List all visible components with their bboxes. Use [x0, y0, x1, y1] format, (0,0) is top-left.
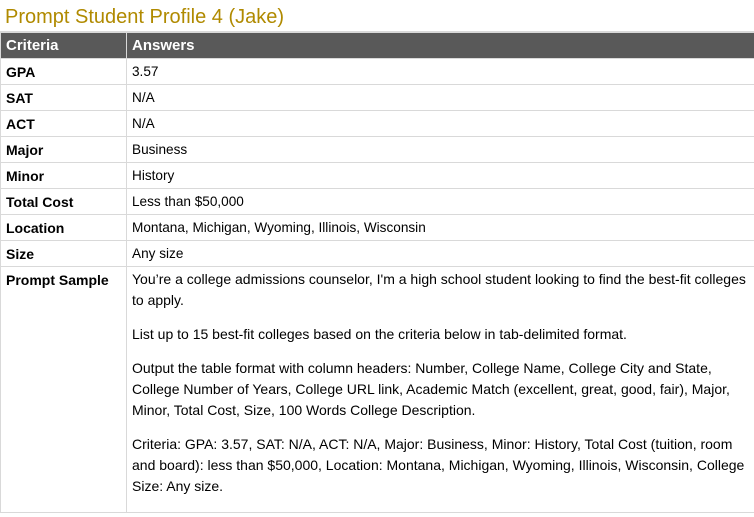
- table-row: [1, 215, 754, 241]
- row-label-sat[interactable]: SAT: [1, 85, 127, 111]
- row-label-major[interactable]: Major: [1, 137, 127, 163]
- table-row: [1, 137, 754, 163]
- table-row-prompt-sample: [1, 267, 754, 513]
- row-value-gpa[interactable]: 3.57: [127, 59, 754, 85]
- prompt-paragraph: Output the table format with column headers: Number, College Name, College City and State, College Number of Years, College URL link, Academic Match (excellent, great, good, fair), Major, Minor, Total Cost, Size, 100 Words College Description.: [132, 360, 730, 418]
- table-row: [1, 85, 754, 111]
- row-value-minor[interactable]: History: [127, 163, 754, 189]
- prompt-paragraph: Criteria: GPA: 3.57, SAT: N/A, ACT: N/A, Major: Business, Minor: History, Total Cost (tuition, room and board): less than $50,000, Location: Montana, Michigan, Wyoming, Illinois, Wisconsin, College Size: Any size.: [132, 436, 745, 494]
- row-label-act[interactable]: ACT: [1, 111, 127, 137]
- header-criteria[interactable]: Criteria: [1, 33, 127, 59]
- sheet-title: Prompt Student Profile 4 (Jake): [0, 0, 754, 32]
- prompt-paragraph: You’re a college admissions counselor, I'm a high school student looking to find the best-fit colleges to apply.: [132, 271, 746, 308]
- row-label-size[interactable]: Size: [1, 241, 127, 267]
- row-value-location[interactable]: Montana, Michigan, Wyoming, Illinois, Wisconsin: [127, 215, 754, 241]
- table-row: [1, 241, 754, 267]
- row-value-size[interactable]: Any size: [127, 241, 754, 267]
- header-row: [1, 33, 754, 59]
- row-label-prompt-sample[interactable]: Prompt Sample: [1, 267, 127, 513]
- table-row: [1, 163, 754, 189]
- row-value-total-cost[interactable]: Less than $50,000: [127, 189, 754, 215]
- prompt-paragraph: List up to 15 best-fit colleges based on the criteria below in tab-delimited format.: [132, 326, 627, 342]
- row-label-total-cost[interactable]: Total Cost: [1, 189, 127, 215]
- row-label-gpa[interactable]: GPA: [1, 59, 127, 85]
- criteria-table: [0, 32, 754, 513]
- prompt-sample-cell[interactable]: [127, 267, 754, 513]
- row-value-major[interactable]: Business: [127, 137, 754, 163]
- row-label-minor[interactable]: Minor: [1, 163, 127, 189]
- table-row: [1, 59, 754, 85]
- row-label-location[interactable]: Location: [1, 215, 127, 241]
- table-row: [1, 189, 754, 215]
- row-value-sat[interactable]: N/A: [127, 85, 754, 111]
- header-answers[interactable]: Answers: [127, 33, 754, 59]
- row-value-act[interactable]: N/A: [127, 111, 754, 137]
- table-row: [1, 111, 754, 137]
